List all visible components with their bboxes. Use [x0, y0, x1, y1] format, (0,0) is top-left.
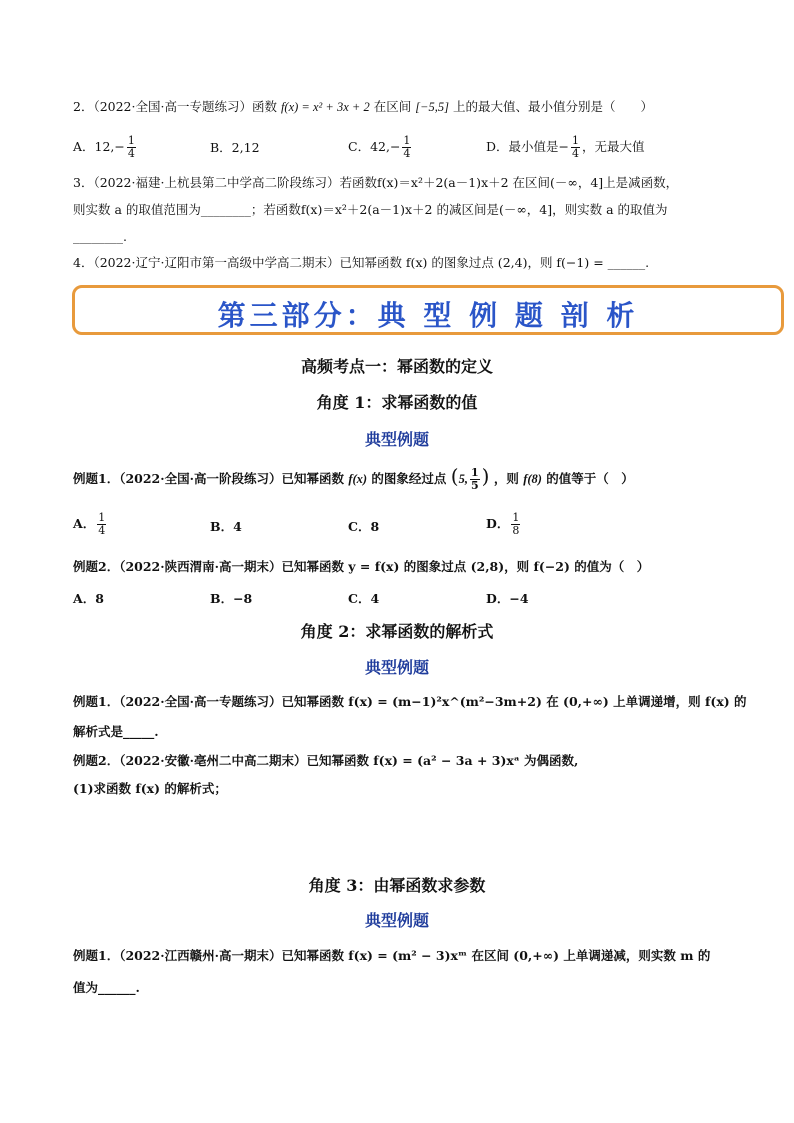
angle1-subheading: 典型例题: [364, 430, 429, 449]
fraction-denominator: 4: [572, 147, 579, 160]
angle2-example1-line1: 例题1．（2022·全国·高一专题练习）已知幂函数 f(x) = (m−1)²x^(m²−3m+2) 在 (0,+∞) 上单调递增，则 f(x) 的: [73, 694, 747, 709]
q2-text-a: 2．（2022·全国·高一专题练习）函数: [73, 99, 277, 114]
angle1-example2: 例题2．（2022·陕西渭南·高一期末）已知幂函数 y = f(x) 的图象过点 (2,8)，则 f(−2) 的值为（ ）: [73, 559, 650, 574]
angle3-subheading: 典型例题: [364, 911, 429, 930]
q2-text-c: 上的最大值、最小值分别是（ ）: [452, 99, 653, 114]
q2-option-d: [486, 135, 645, 160]
q2-option-a-label: A．12,−: [73, 139, 125, 154]
q4-line: 4．（2022·辽宁·辽阳市第一高级中学高二期末）已知幂函数 f(x) 的图象过点 (2,4)，则 f(−1) = ______.: [73, 255, 650, 270]
q2-option-a-fraction: [127, 135, 136, 160]
q2-option-d-label: D．最小值是−: [486, 139, 569, 154]
example2-option-a: A．8: [73, 591, 104, 606]
angle2-subheading: 典型例题: [364, 658, 429, 677]
fraction-numerator: 1: [572, 134, 579, 147]
q2-option-d-tail: ，无最大值: [582, 139, 645, 154]
angle1-example1: [73, 464, 634, 492]
angle3-example1-line1: 例题1．（2022·江西赣州·高一期末）已知幂函数 f(x) = (m² − 3)xᵐ 在区间 (0,+∞) 上单调递减，则实数 m 的: [73, 948, 711, 963]
fraction-denominator: 4: [403, 147, 411, 160]
section-banner: [72, 285, 784, 335]
fraction-denominator: 4: [127, 147, 135, 160]
angle2-example1-line2: 解析式是_____.: [73, 724, 159, 739]
q2-option-d-fraction: [571, 135, 580, 160]
q2-line: [73, 98, 653, 116]
example1-value: f(8): [523, 472, 542, 486]
option-label: D．: [486, 516, 510, 531]
example1-text-a: 例题1．（2022·全国·高一阶段练习）已知幂函数: [73, 471, 344, 486]
q2-option-c-label: C．42,−: [348, 139, 401, 154]
option-label: A．: [73, 516, 96, 531]
q2-option-c-fraction: [402, 135, 411, 160]
example1-text-c: ，则: [493, 471, 519, 486]
example1-option-c: C．8: [348, 519, 380, 534]
q2-option-b: B．2,12: [210, 140, 260, 155]
example1-point-fraction: [470, 467, 480, 492]
angle3-heading: 角度 3：由幂函数求参数: [308, 876, 486, 895]
example1-text-b: 的图象经过点: [371, 471, 447, 486]
example1-option-a: [73, 512, 108, 537]
q2-text-b: 在区间: [373, 99, 412, 114]
q2-func: f(x) = x² + 3x + 2: [280, 100, 370, 114]
example1-option-d-fraction: [511, 512, 520, 537]
example2-option-b: B．−8: [210, 591, 253, 606]
angle2-example2-line1: 例题2．（2022·安徽·亳州二中高二期末）已知幂函数 f(x) = (a² − 3a + 3)xᵃ 为偶函数,: [73, 753, 579, 768]
banner-title: 第三部分：典 型 例 题 剖 析: [217, 299, 639, 332]
fraction-numerator: 1: [127, 134, 135, 147]
angle2-example2-line2: (1)求函数 f(x) 的解析式；: [73, 781, 227, 796]
example2-option-c: C．4: [348, 591, 380, 606]
q2-option-a: [73, 135, 138, 160]
fraction-numerator: 1: [512, 511, 520, 524]
fraction-numerator: 1: [403, 134, 411, 147]
example2-option-d: D．−4: [486, 591, 529, 606]
q3-line-2: 则实数 a 的取值范围为________；若函数f(x)＝x²＋2(a－1)x＋2 的减区间是(－∞，4]，则实数 a 的取值为: [73, 202, 668, 217]
paren-close: ): [481, 464, 490, 488]
angle3-example1-line2: 值为______.: [73, 980, 140, 995]
fraction-numerator: 1: [470, 466, 479, 479]
fraction-numerator: 1: [98, 511, 106, 524]
section-heading: 高频考点一：幂函数的定义: [300, 357, 493, 376]
q2-option-c: [348, 135, 413, 160]
fraction-denominator: 5: [470, 479, 479, 492]
angle2-heading: 角度 2：求幂函数的解析式: [300, 622, 494, 641]
q3-line-3: ________.: [73, 229, 127, 244]
q2-interval: [−5,5]: [415, 100, 449, 114]
example1-option-a-fraction: [97, 512, 106, 537]
fraction-denominator: 4: [98, 524, 106, 537]
q3-line-1: 3．（2022·福建·上杭县第二中学高二阶段练习）若函数f(x)＝x²＋2(a－1)x＋2 在区间(－∞，4]上是减函数，: [73, 175, 679, 190]
paren-open: (: [450, 464, 459, 488]
angle1-heading: 角度 1：求幂函数的值: [316, 393, 478, 412]
fraction-denominator: 8: [512, 524, 520, 537]
example1-text-d: 的值等于（ ）: [546, 471, 634, 486]
example1-option-b: B．4: [210, 519, 242, 534]
example1-func: f(x): [348, 472, 368, 486]
example1-point-x: 5,: [458, 472, 468, 486]
example1-option-d: [486, 512, 522, 537]
